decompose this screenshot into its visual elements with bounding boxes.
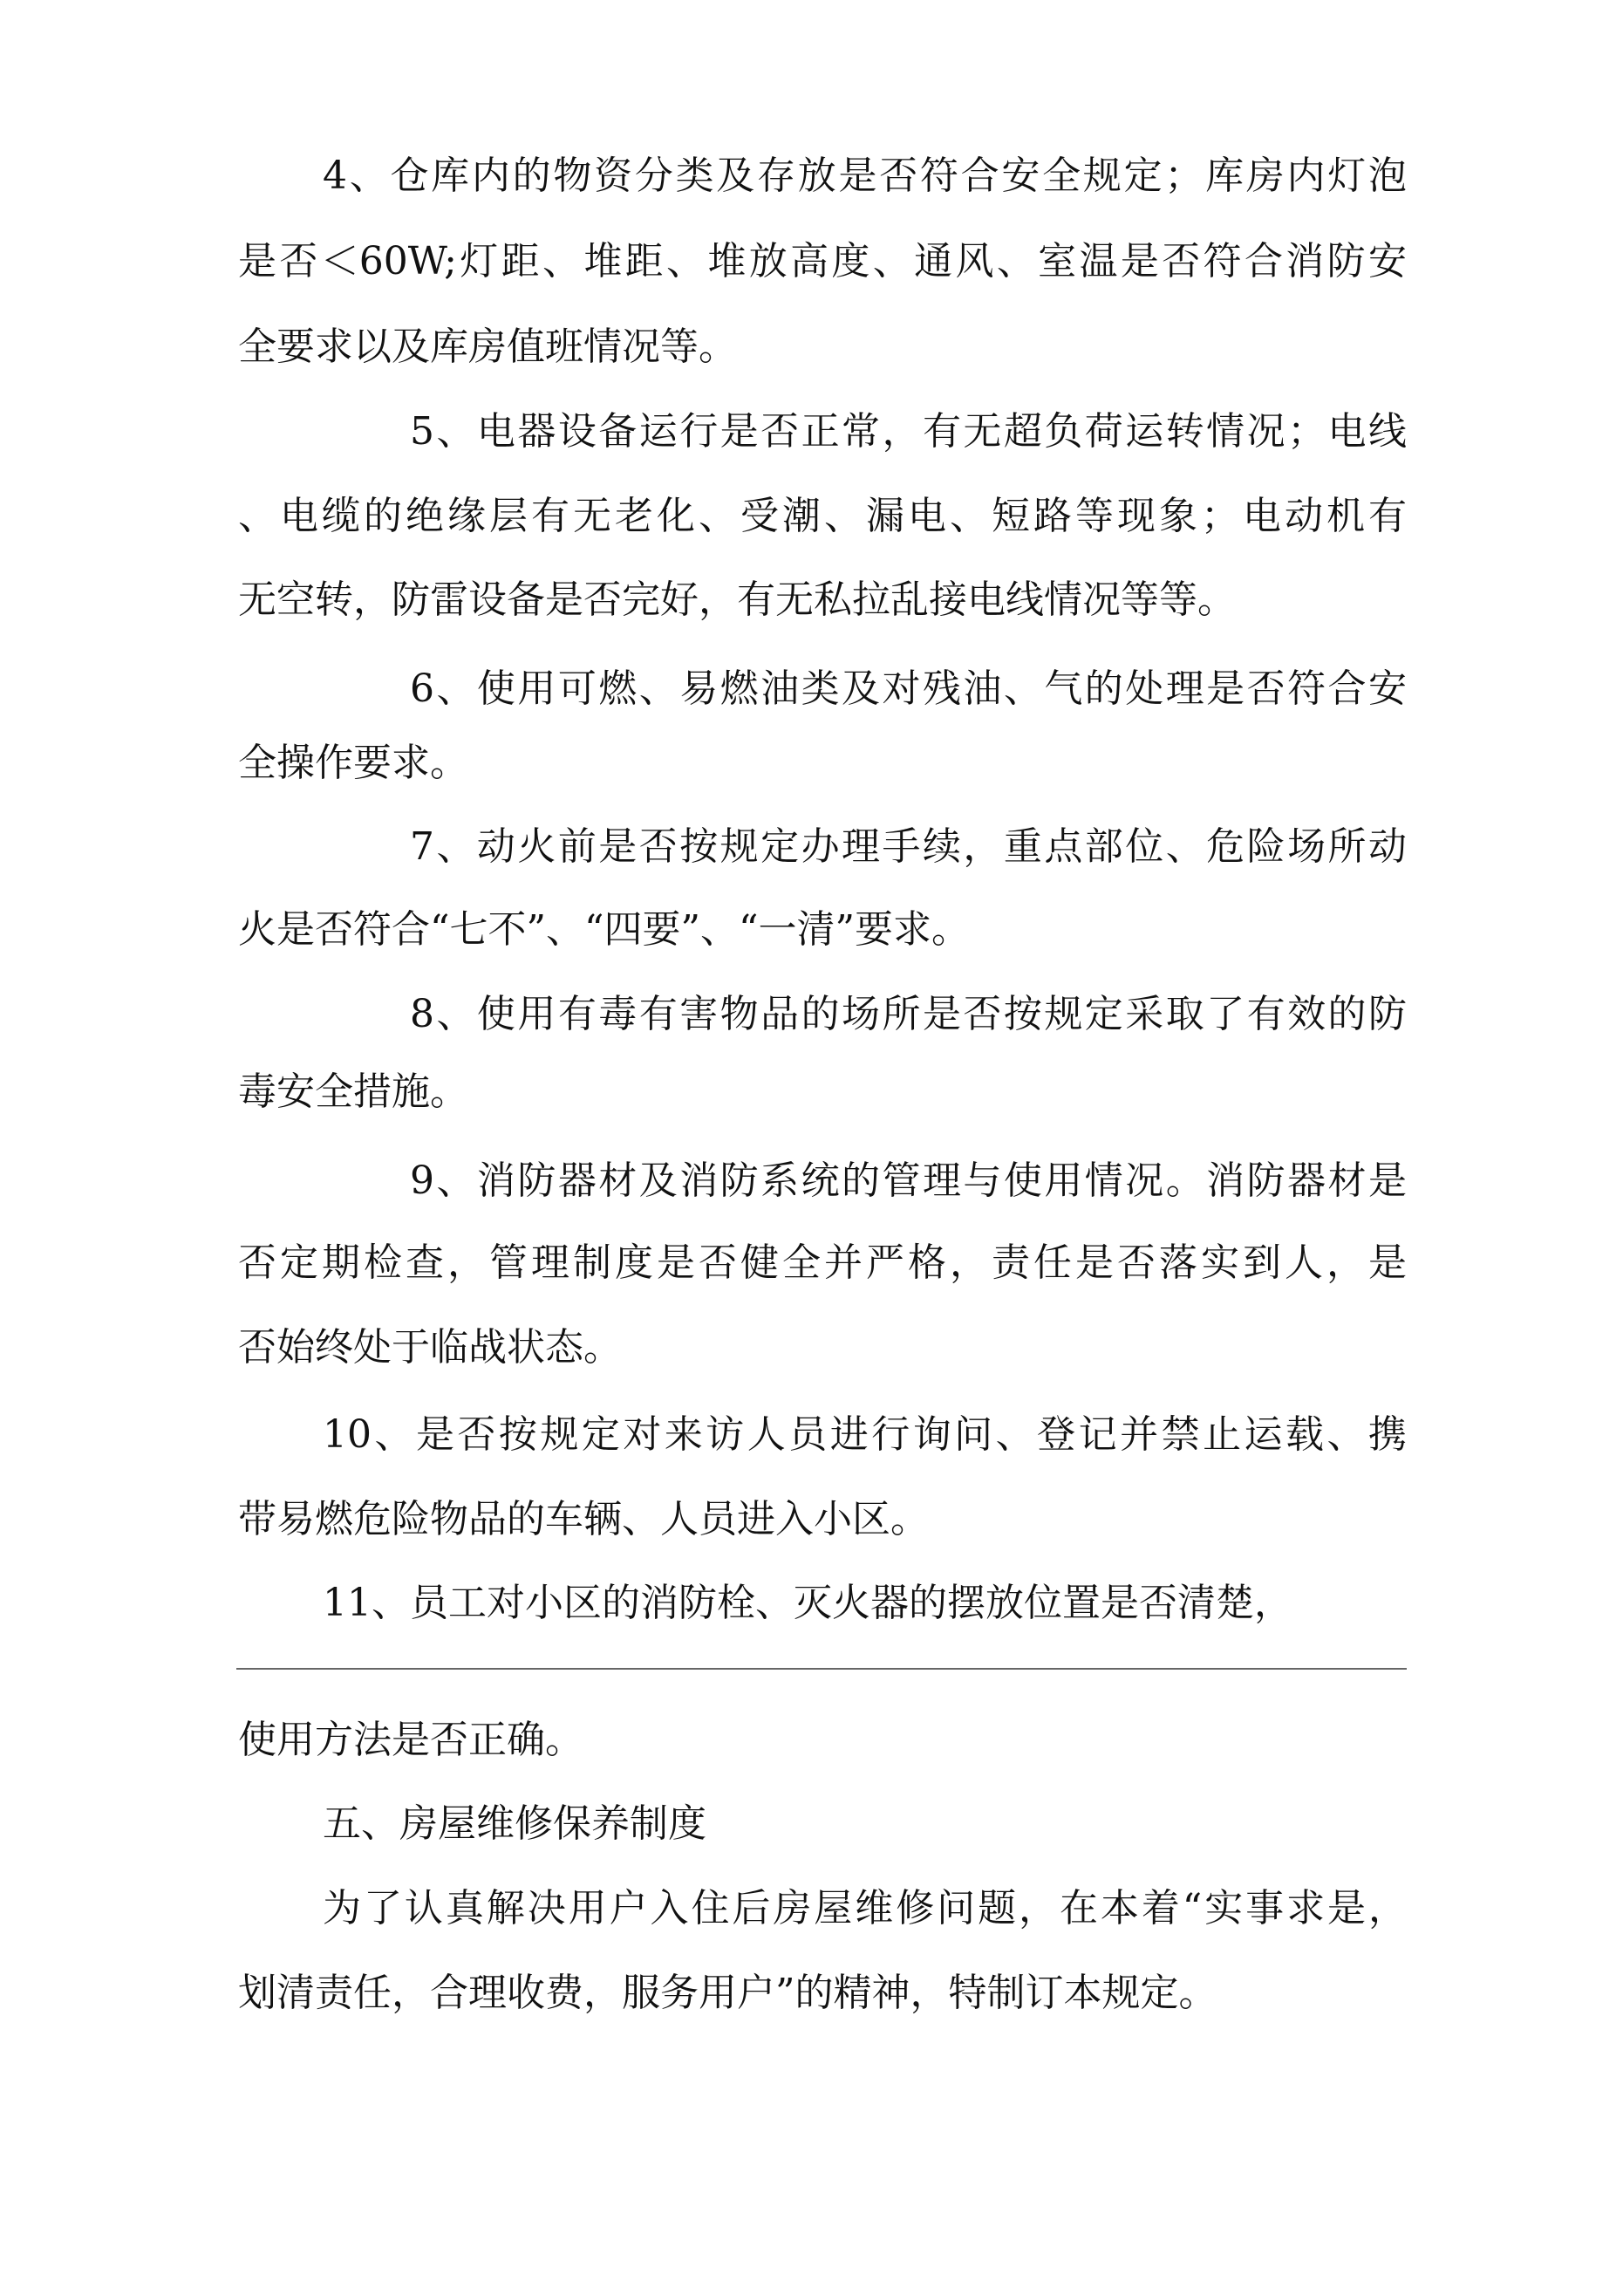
paragraph-9-line-1: 9、消防器材及消防系统的管理与使用情况。消防器材是 [410,1158,1407,1203]
paragraph-6-line-2: 全操作要求。 [238,741,468,785]
paragraph-7-line-1: 7、动火前是否按规定办理手续，重点部位、危险场所动 [410,824,1407,869]
intro-line-2: 划清责任，合理收费，服务用户”的精神，特制订本规定。 [238,1971,1217,2015]
paragraph-4-line-3: 全要求以及库房值班情况等。 [238,325,737,369]
paragraph-10-line-1: 10、是否按规定对来访人员进行询问、登记并禁止运载、携 [323,1412,1407,1457]
paragraph-5-line-2: 、电缆的绝缘层有无老化、受潮、漏电、短路等现象；电动机有 [238,494,1407,538]
page-break-divider [236,1668,1407,1670]
paragraph-5-line-1: 5、电器设备运行是否正常，有无超负荷运转情况；电线 [410,409,1407,454]
paragraph-9-line-2: 否定期检查，管理制度是否健全并严格，责任是否落实到人，是 [238,1240,1407,1285]
paragraph-10-line-2: 带易燃危险物品的车辆、人员进入小区。 [238,1497,929,1541]
section-heading-five: 五、房屋维修保养制度 [323,1801,706,1846]
paragraph-4-line-1: 4、仓库内的物资分类及存放是否符合安全规定；库房内灯泡 [323,154,1407,198]
paragraph-8-line-1: 8、使用有毒有害物品的场所是否按规定采取了有效的防 [410,992,1407,1036]
paragraph-6-line-1: 6、使用可燃、易燃油类及对残油、气的处理是否符合安 [410,666,1407,711]
paragraph-8-line-2: 毒安全措施。 [238,1069,468,1114]
paragraph-5-line-3: 无空转，防雷设备是否完好，有无私拉乱接电线情况等等。 [238,577,1236,622]
paragraph-11-line-1: 11、员工对小区的消防栓、灭火器的摆放位置是否清楚， [323,1581,1292,1625]
paragraph-7-line-2: 火是否符合“七不”、“四要”、“一清”要求。 [238,907,970,952]
intro-line-1: 为了认真解决用户入住后房屋维修问题，在本着“实事求是， [323,1886,1407,1930]
paragraph-11-line-2: 使用方法是否正确。 [238,1718,583,1762]
paragraph-4-line-2: 是否＜60W;灯距、堆距、堆放高度、通风、室温是否符合消防安 [238,239,1407,284]
paragraph-9-line-3: 否始终处于临战状态。 [238,1325,622,1370]
